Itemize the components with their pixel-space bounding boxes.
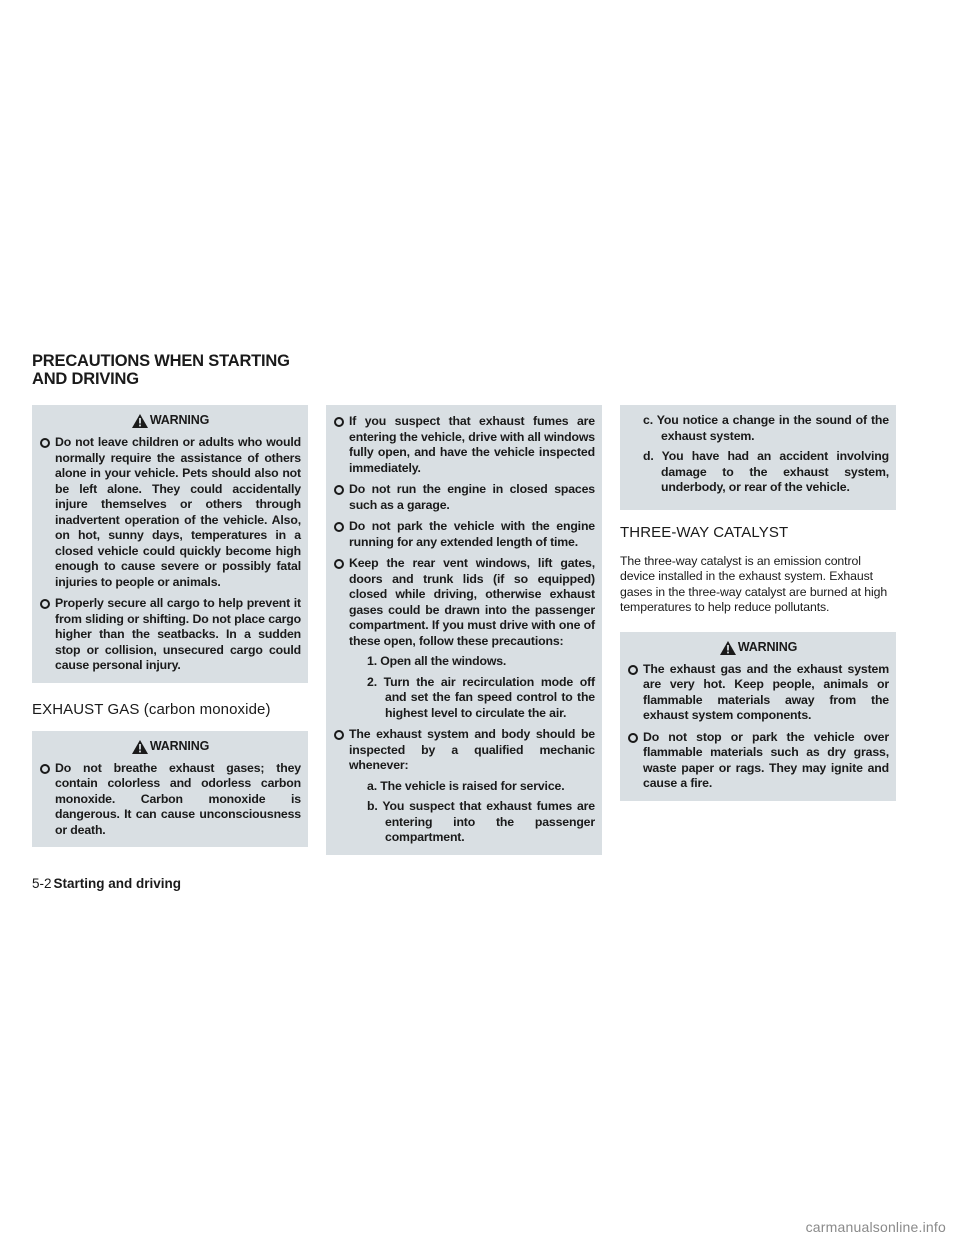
section-title-line-1: PRECAUTIONS WHEN STARTING <box>32 352 290 370</box>
sub-list <box>349 654 595 721</box>
warning-triangle-icon <box>131 739 149 755</box>
warning-label: WARNING <box>737 639 798 654</box>
column-2 <box>326 405 602 855</box>
list-item <box>333 556 595 721</box>
list-item: Properly secure all cargo to help prevent it from sliding or shifting. Do not place cargo higher than the seatbacks. In a sudden stop or collision, unsecured cargo could cause personal injury. <box>39 596 301 674</box>
warning-box-cargo <box>32 405 308 683</box>
warning-list <box>333 414 595 846</box>
catalyst-description: The three-way catalyst is an emission control device installed in the exhaust system. Exhaust gases in the three-way catalyst are burned at high temperatures to help reduce pollutants. <box>620 553 888 614</box>
list-item: Do not park the vehicle with the engine running for any extended length of time. <box>333 519 595 550</box>
list-item: Do not run the engine in closed spaces such as a garage. <box>333 482 595 513</box>
sub-list-item: c. You notice a change in the sound of the exhaust system. <box>643 413 889 443</box>
exhaust-gas-heading: EXHAUST GAS (carbon monoxide) <box>32 700 271 718</box>
column-1 <box>32 405 308 847</box>
list-item: The exhaust gas and the exhaust system are very hot. Keep people, animals or flammable materials away from the exhaust system components. <box>627 662 889 724</box>
warning-list <box>627 662 889 792</box>
page-number: 5-2 <box>32 876 52 891</box>
sub-list <box>627 413 889 496</box>
warning-box-exhaust-continued-2 <box>620 405 896 510</box>
warning-label: WARNING <box>149 413 210 428</box>
section-title-line-2: AND DRIVING <box>32 370 139 388</box>
warning-header <box>39 739 301 755</box>
three-way-catalyst-heading: THREE-WAY CATALYST <box>620 523 789 541</box>
chapter-title: Starting and driving <box>53 876 182 891</box>
list-item <box>333 727 595 846</box>
list-item: If you suspect that exhaust fumes are entering the vehicle, drive with all windows fully open, and have the vehicle inspected immediately. <box>333 414 595 476</box>
sub-list-item: b. You suspect that exhaust fumes are entering into the passenger compartment. <box>367 799 595 844</box>
sub-list-item: d. You have had an accident involving damage to the exhaust system, underbody, or rear of the vehicle. <box>643 449 889 494</box>
warning-box-catalyst <box>620 632 896 801</box>
list-item: Do not stop or park the vehicle over flammable materials such as dry grass, waste paper or rags. They may ignite and cause a fire. <box>627 730 889 792</box>
column-3 <box>620 405 896 801</box>
list-item-text: The exhaust system and body should be inspected by a qualified mechanic whenever: <box>349 727 595 772</box>
sub-list-item: 1. Open all the windows. <box>367 654 507 668</box>
warning-box-exhaust <box>32 731 308 848</box>
watermark: carmanualsonline.info <box>805 1219 946 1235</box>
sub-list-item: 2. Turn the air recirculation mode off and set the fan speed control to the highest level to circulate the air. <box>367 674 595 720</box>
warning-header <box>627 640 889 656</box>
warning-list <box>39 761 301 839</box>
warning-box-exhaust-continued <box>326 405 602 855</box>
sub-list-item: a. The vehicle is raised for service. <box>367 778 565 793</box>
section-title <box>32 352 290 388</box>
page-footer <box>32 876 181 891</box>
sub-list <box>349 779 595 846</box>
warning-list <box>39 435 301 674</box>
warning-triangle-icon <box>131 413 149 429</box>
list-item: Do not breathe exhaust gases; they contain colorless and odorless carbon monoxide. Carbon monoxide is dangerous. It can cause unconsciousness or death. <box>39 761 301 839</box>
warning-header <box>39 413 301 429</box>
warning-triangle-icon <box>719 640 737 656</box>
list-item-text: Keep the rear vent windows, lift gates, doors and trunk lids (if so equipped) closed while driving, otherwise exhaust gases could be drawn into the passenger compartment. If you must drive with one of these open, follow these precautions: <box>349 556 595 648</box>
warning-label: WARNING <box>149 738 210 753</box>
list-item: Do not leave children or adults who would normally require the assistance of others alone in your vehicle. Pets should also not be left alone. They could accidentally injure themselves or others through inadvertent operation of the vehicle. Also, on hot, sunny days, temperatures in a closed vehicle could quickly become high enough to cause severe or possibly fatal injuries to people or animals. <box>39 435 301 590</box>
